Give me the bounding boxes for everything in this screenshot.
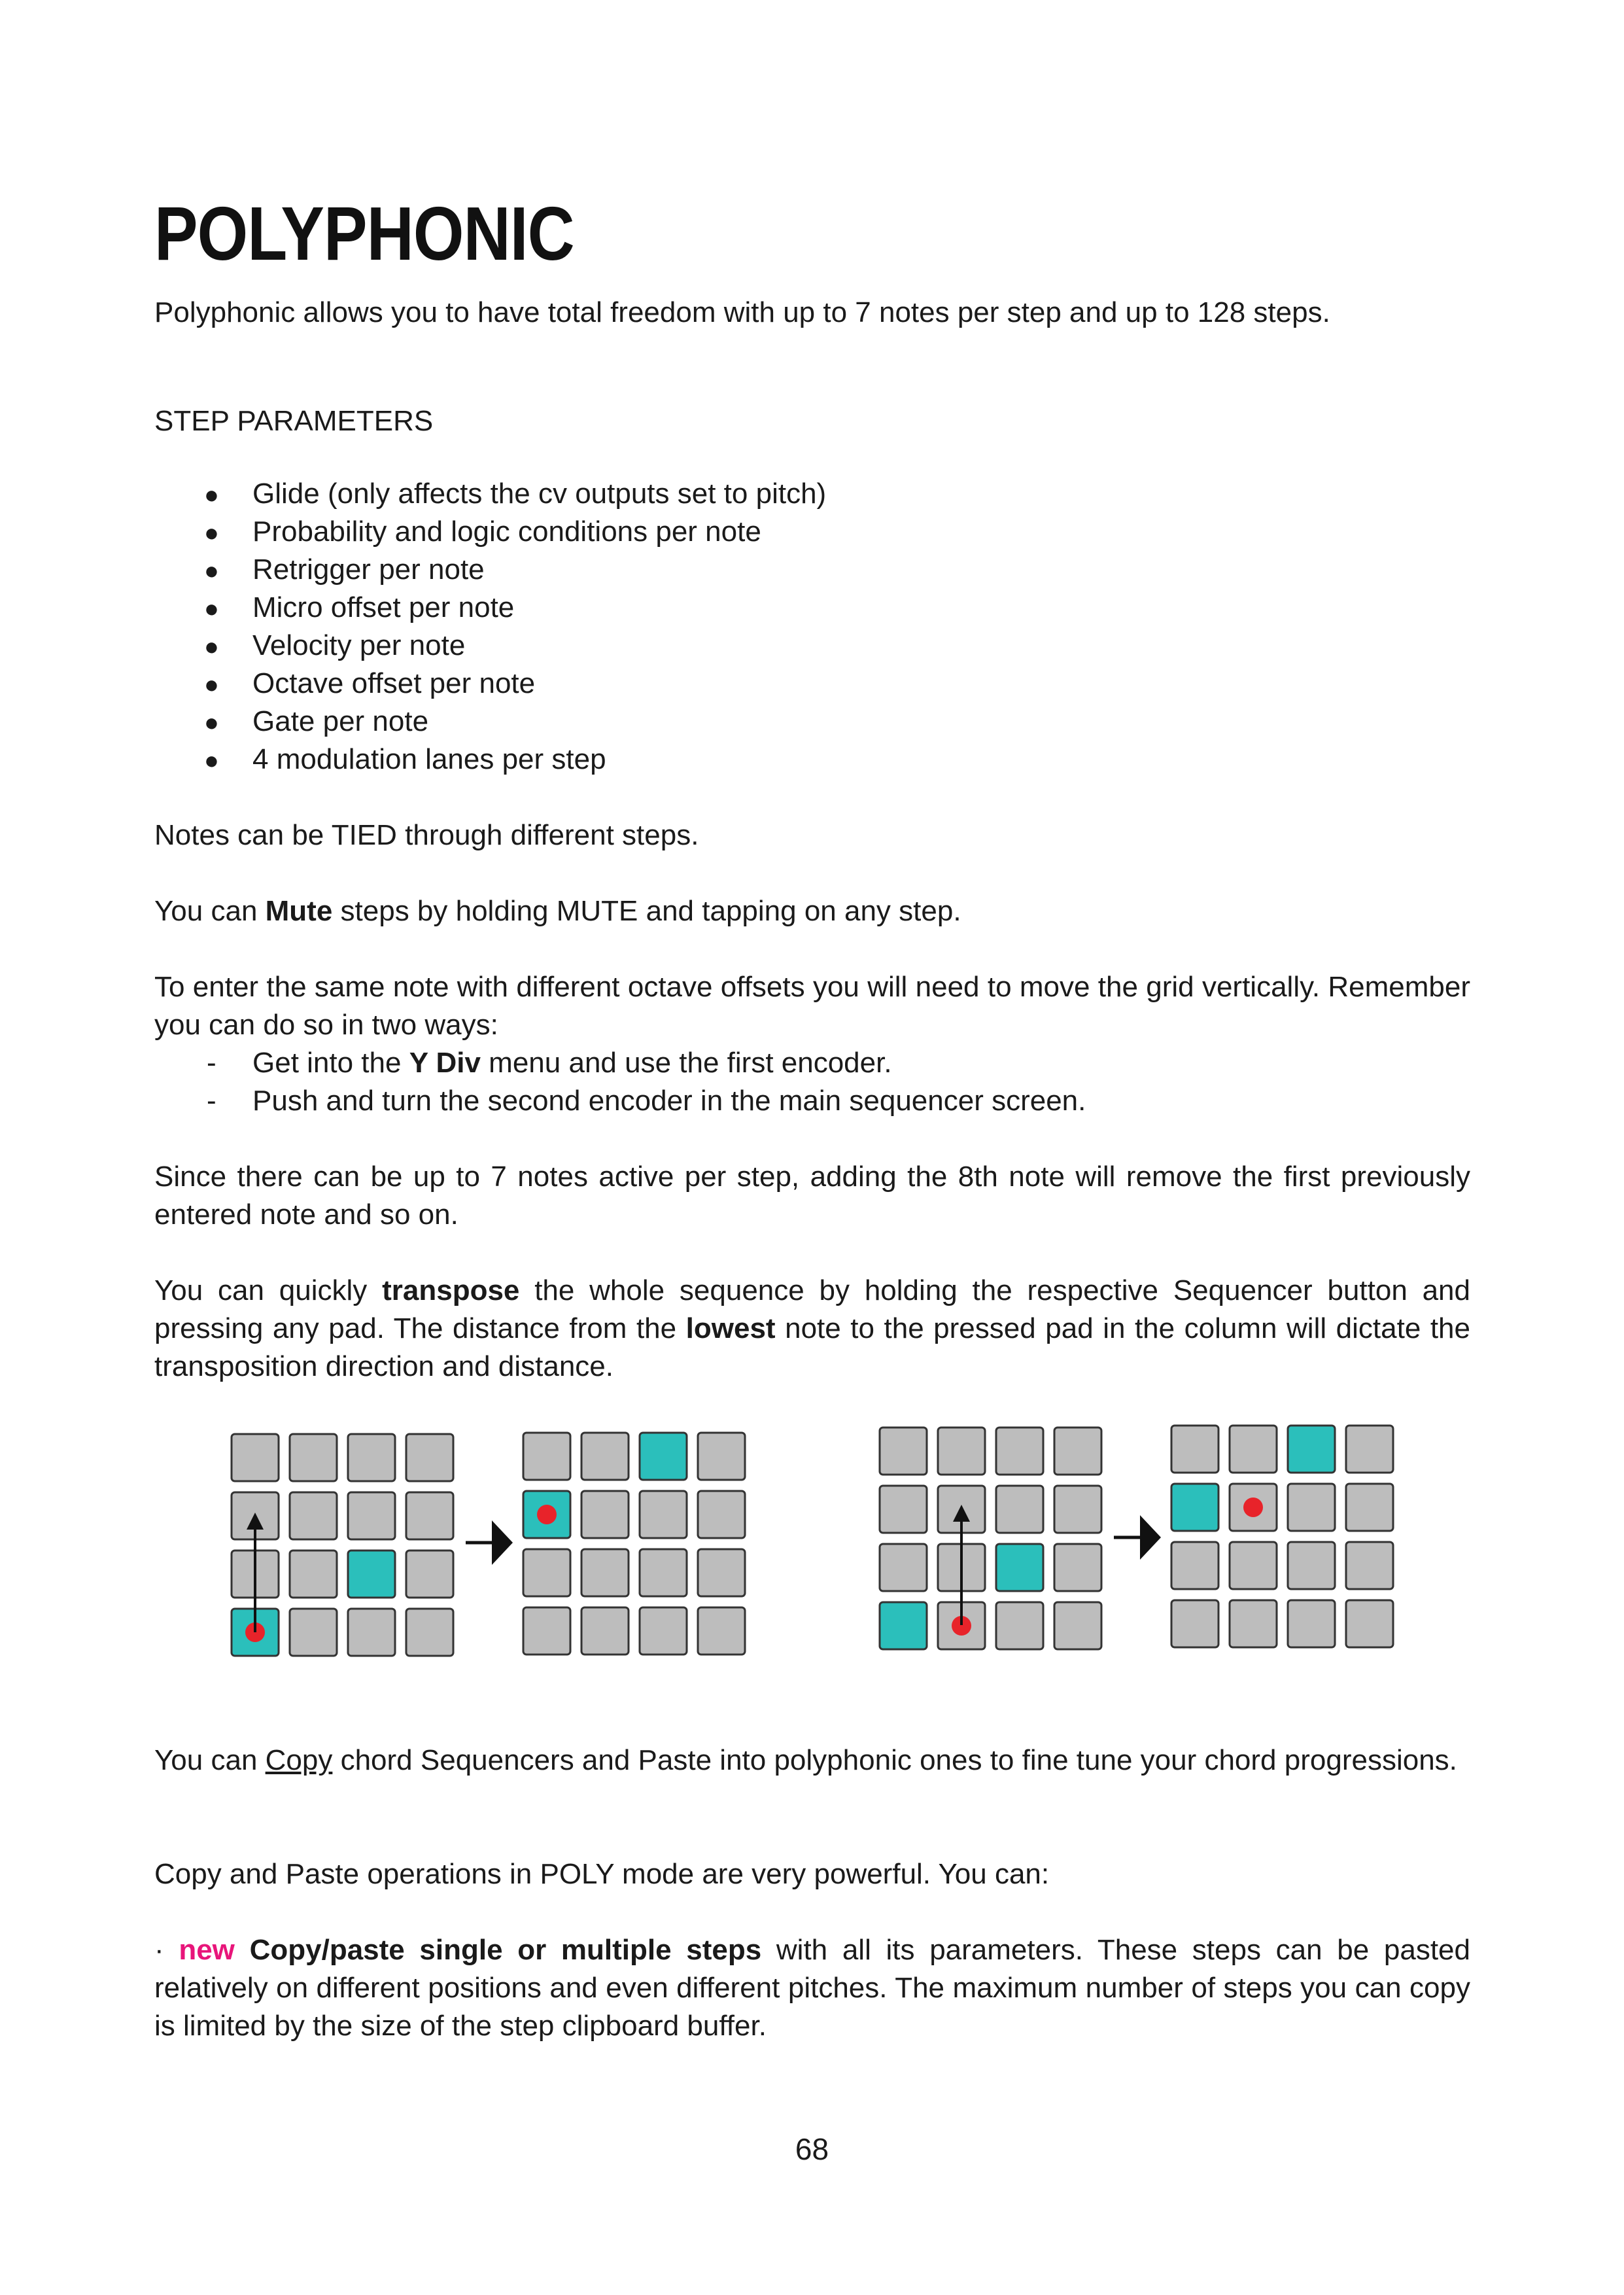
pad [1288, 1600, 1335, 1647]
pad [698, 1607, 745, 1655]
pad [996, 1486, 1043, 1533]
bullet-icon: ● [204, 519, 219, 547]
right-arrow-icon [1140, 1515, 1161, 1560]
active-pad [640, 1433, 687, 1480]
pad [290, 1609, 337, 1656]
list-item: ● Probability and logic conditions per note [204, 513, 761, 552]
pad [996, 1602, 1043, 1649]
pad [640, 1491, 687, 1538]
pad [698, 1433, 745, 1480]
pad [348, 1492, 395, 1539]
tied-text: Notes can be TIED through different steps. [154, 819, 699, 851]
pad [523, 1549, 570, 1596]
pad [232, 1434, 279, 1481]
pad [290, 1550, 337, 1598]
pad [523, 1433, 570, 1480]
pad [1171, 1542, 1218, 1589]
pad [1346, 1542, 1393, 1589]
active-pad [348, 1550, 395, 1598]
transpose-paragraph: You can quickly transpose the whole sequence by holding the respective Sequencer button and pressing any pad. The distance from the lowest note to the pressed pad in the column will dictate the transposition direction and distance. [154, 1274, 1471, 1382]
pad [640, 1549, 687, 1596]
mute-text: You can Mute steps by holding MUTE and tapping on any step. [154, 895, 961, 927]
pad [290, 1434, 337, 1481]
bullet-icon: ● [204, 633, 219, 661]
active-pad [880, 1602, 927, 1649]
bullet-icon: ● [204, 482, 219, 509]
pad [1346, 1484, 1393, 1531]
pad [880, 1544, 927, 1591]
pad [406, 1492, 453, 1539]
octave-paragraph: To enter the same note with different octave offsets you will need to move the grid vertically. Remember you can do so in two ways: [154, 971, 1470, 1041]
pressed-pad-dot [1243, 1498, 1263, 1517]
bullet-icon: ● [204, 671, 219, 699]
pad [880, 1486, 927, 1533]
pad [1054, 1602, 1101, 1649]
new-copy-paste-item: · new Copy/paste single or multiple steps with all its parameters. These steps can be pasted relatively on different positions and even different pitches. The maximum number of steps you can copy is limited by the size of the step clipboard buffer. [154, 1934, 1470, 2042]
pad [1171, 1426, 1218, 1473]
pad [581, 1549, 629, 1596]
pad [1346, 1426, 1393, 1473]
pad [406, 1550, 453, 1598]
pad [1054, 1486, 1101, 1533]
active-pad [1171, 1484, 1218, 1531]
copy-chord-paragraph: You can Copy chord Sequencers and Paste into polyphonic ones to fine tune your chord progressions. [154, 1744, 1457, 1776]
pad [348, 1434, 395, 1481]
pad [880, 1428, 927, 1475]
pressed-pad-dot [537, 1505, 557, 1524]
pad [348, 1609, 395, 1656]
pad [1288, 1484, 1335, 1531]
pad [1054, 1544, 1101, 1591]
pad [290, 1492, 337, 1539]
list-item: - Get into the Y Div menu and use the first encoder. [207, 1047, 892, 1079]
pad [406, 1609, 453, 1656]
pad [640, 1607, 687, 1655]
list-item: ● Micro offset per note [204, 589, 514, 628]
list-item: ● Retrigger per note [204, 551, 485, 590]
copy-paste-intro: Copy and Paste operations in POLY mode are very powerful. You can: [154, 1858, 1050, 1890]
bullet-icon: ● [204, 595, 219, 623]
list-item: ● 4 modulation lanes per step [204, 741, 606, 780]
list-item: ● Gate per note [204, 703, 428, 742]
bullet-icon: ● [204, 709, 219, 737]
right-arrow-icon [492, 1520, 513, 1565]
pad [1230, 1542, 1277, 1589]
pad [406, 1434, 453, 1481]
bullet-icon: ● [204, 557, 219, 585]
active-pad [1288, 1426, 1335, 1473]
list-item: ● Octave offset per note [204, 665, 535, 704]
bullet-icon: ● [204, 747, 219, 775]
pad [1230, 1426, 1277, 1473]
since-paragraph: Since there can be up to 7 notes active per step, adding the 8th note will remove the first previously entered note and so on. [154, 1161, 1470, 1231]
page-title: POLYPHONIC [154, 191, 574, 276]
pad [698, 1549, 745, 1596]
pad [581, 1491, 629, 1538]
pad [523, 1607, 570, 1655]
pad [1171, 1600, 1218, 1647]
step-parameters-heading: STEP PARAMETERS [154, 405, 434, 437]
pad [996, 1428, 1043, 1475]
pad [1054, 1428, 1101, 1475]
pad [698, 1491, 745, 1538]
list-item: ● Velocity per note [204, 627, 465, 666]
new-badge: new [179, 1934, 235, 1966]
active-pad [996, 1544, 1043, 1591]
intro-text: Polyphonic allows you to have total freedom with up to 7 notes per step and up to 128 steps. [154, 296, 1330, 328]
pad [1288, 1542, 1335, 1589]
page-number: 68 [795, 2132, 829, 2166]
pad [938, 1428, 985, 1475]
pad [581, 1433, 629, 1480]
pad [581, 1607, 629, 1655]
list-item: ● Glide (only affects the cv outputs set to pitch) [204, 475, 826, 514]
pad [1346, 1600, 1393, 1647]
list-item: - Push and turn the second encoder in the main sequencer screen. [207, 1085, 1086, 1117]
pad [1230, 1600, 1277, 1647]
